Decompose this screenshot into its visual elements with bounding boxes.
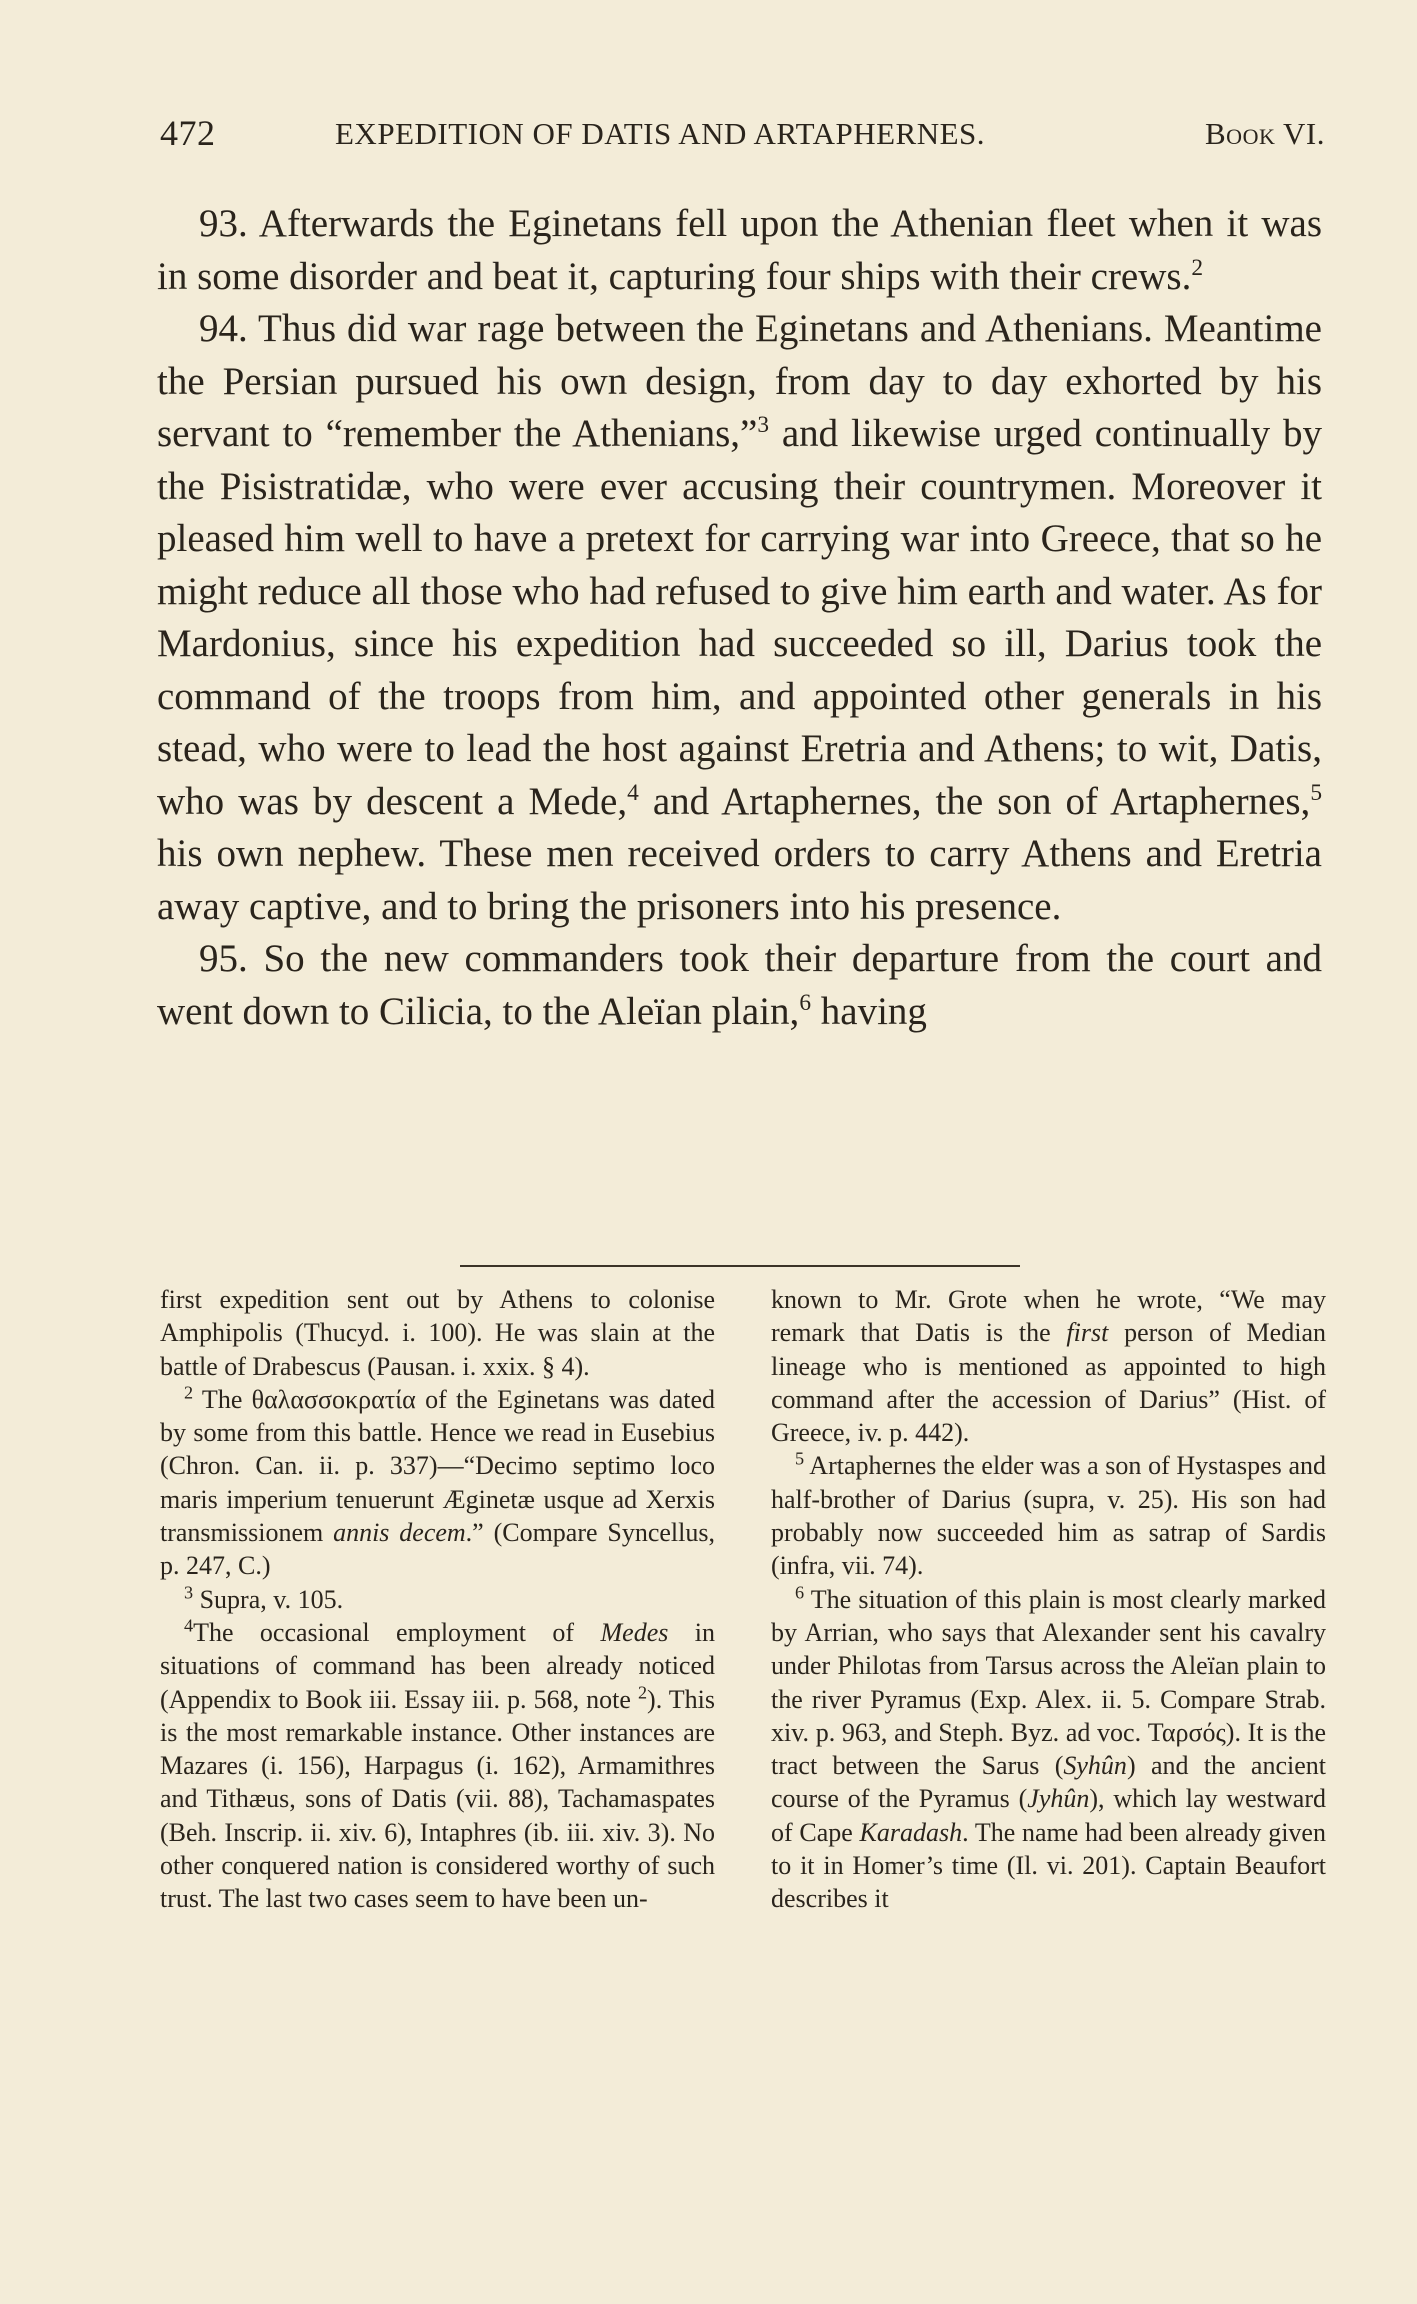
footnotes (160, 1283, 1326, 1916)
footnote-ref-2: 2 (1191, 254, 1204, 281)
running-header (160, 112, 1325, 160)
paragraph-94: 94. Thus did war rage between the Eginetans and Athenians. Meantime the Persian pursued his own design, from day to day exhorted by his servant to “remember the Athenians,”$^3$ and likewise urged continually by the Pisistratidæ, who were ever accusing their countrymen. Moreover it pleased him well to have a pretext for carrying war into Greece, that so he might reduce all those who had refused to give him earth and water. As for Mardonius, since his expedition had succeeded so ill, Darius took the command of the troops from him, and appointed other generals in his stead, who were to lead the host against Eretria and Athens; to wit, Datis, who was by descent a Mede,$^4$ and Artaphernes, the son of Artaphernes,$^5$ his own nephew. These men received orders to carry Athens and Eretria away captive, and to bring the prisoners into his presence. (157, 307, 1323, 928)
footnote-5: $^5$ Artaphernes the elder was a son of Hystaspes and half-brother of Darius (supra, v. 25). His son had probably now succeeded him as satrap of Sardis (infra, vii. 74). (771, 1448, 1326, 1581)
greek-word: Ταρσός (1147, 1717, 1226, 1747)
footnote-divider (460, 1265, 1020, 1267)
footnote-4-continuation: known to Mr. Grote when he wrote, “We may remark that Datis is the first person of Median lineage who is mentioned as appointed to high command after the accession of Darius” (Hist. of Greece, iv. p. 442). (771, 1285, 1326, 1448)
page-number: 472 (160, 113, 216, 153)
footnote-continuation: first expedition sent out by Athens to colonise Amphipolis (Thucyd. i. 100). He was slain at the battle of Drabescus (Pausan. i. xxix. § 4). (160, 1285, 715, 1381)
footnote-column-left (160, 1283, 715, 1916)
footnote-ref-4: 4 (627, 779, 639, 806)
footnote-6: $^6$ The situation of this plain is most clearly marked by Arrian, who says that Alexander sent his cavalry under Philotas from Tarsus across the Aleïan plain to the river Pyramus (Exp. Alex. ii. 5. Compare Strab. xiv. p. 963, and Steph. Byz. ad voc. Ταρσός). It is the tract between the Sarus (Syhûn) and the ancient course of the Pyramus (Jyhûn), which lay westward of Cape Karadash. The name had been already given to it in Homer’s time (Il. vi. 201). Captain Beaufort describes it (771, 1582, 1326, 1914)
footnote-ref-3: 3 (757, 412, 770, 438)
paragraph-93: 93. Afterwards the Eginetans fell upon the Athenian fleet when it was in some disorder and beat it, capturing four ships with their crews.$^2$ (157, 202, 1322, 298)
paragraph-95: 95. So the new commanders took their departure from the court and went down to Cilicia, to the Aleïan plain,$^6$ having (157, 937, 1322, 1033)
running-title: EXPEDITION OF DATIS AND ARTAPHERNES. (335, 116, 986, 151)
footnote-3: $^3$ Supra, v. 105. (184, 1582, 344, 1614)
footnote-2: $^2$ The θαλασσοκρατία of the Eginetans was dated by some from this battle. Hence we read in Eusebius (Chron. Can. ii. p. 337)—“Decimo septimo loco maris imperium tenuerunt Æginetæ usque ad Xerxis transmissionem annis decem.” (Compare Syncellus, p. 247, C.) (160, 1382, 716, 1581)
main-text (157, 198, 1322, 1038)
footnote-column-right (771, 1283, 1326, 1916)
footnote-4: $^4$The occasional employment of Medes in situations of command has been already noticed (Appendix to Book iii. Essay iii. p. 568, note $^2$). This is the most remarkable instance. Other instances are Mazares (i. 156), Harpagus (i. 162), Armamithres and Tithæus, sons of Datis (vii. 88), Tachamaspates (Beh. Inscrip. ii. xiv. 6), Intaphres (ib. iii. xiv. 3). No other conquered nation is considered worthy of such trust. The last two cases seem to have been un- (160, 1615, 715, 1914)
footnote-ref-5: 5 (1310, 779, 1323, 806)
greek-word: θαλασσοκρατία (251, 1384, 416, 1414)
book-label: Book VI. (1205, 116, 1325, 151)
footnote-ref-6: 6 (799, 989, 812, 1016)
